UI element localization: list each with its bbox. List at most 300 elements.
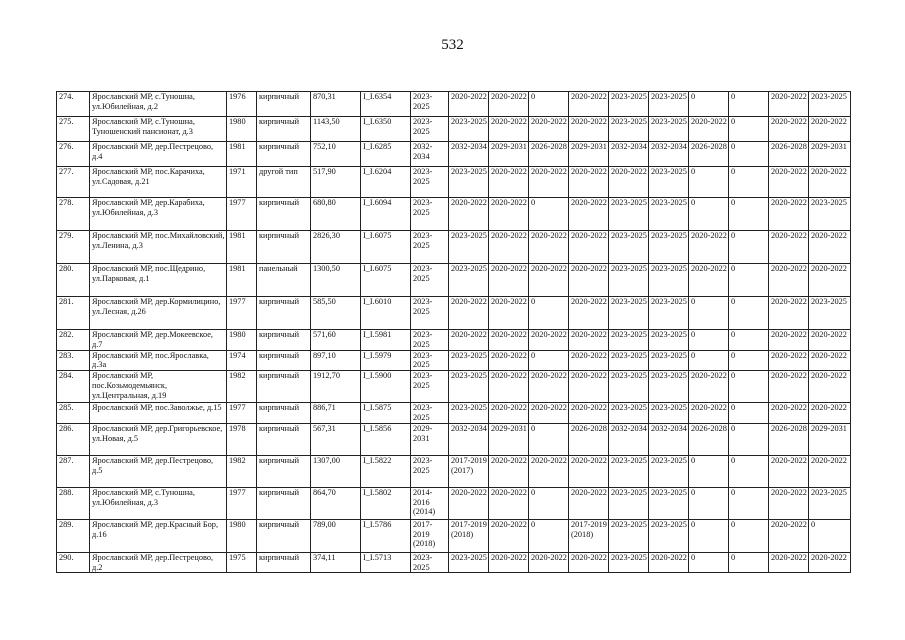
cell-period-sewer: 2020-2022 <box>769 264 809 297</box>
cell-period-other: 2029-2031 <box>809 423 851 455</box>
cell-period-water-cold: 2023-2025 <box>609 264 649 297</box>
cell-period-water-cold: 2023-2025 <box>609 231 649 264</box>
cell-build-year: 1974 <box>227 350 257 371</box>
cell-period-water-cold: 2023-2025 <box>609 455 649 487</box>
cell-period-elevator: 2020-2022 <box>529 403 569 424</box>
cell-period-water-hot: 2020-2022 <box>649 552 689 573</box>
cell-series-code: I_I.5856 <box>361 423 411 455</box>
cell-row-number: 287. <box>57 455 90 487</box>
cell-period-roof: 2023-2025 <box>411 371 449 403</box>
cell-series-code: I_I.5802 <box>361 487 411 519</box>
cell-address: Ярославский МР, с.Туношна, Туношенский пансионат, д.3 <box>90 117 227 142</box>
cell-period-electric: 0 <box>729 198 769 231</box>
cell-build-year: 1976 <box>227 92 257 117</box>
cell-series-code: I_I.5979 <box>361 350 411 371</box>
cell-period-other: 2020-2022 <box>809 330 851 351</box>
cell-period-other: 2023-2025 <box>809 92 851 117</box>
cell-period-other: 2020-2022 <box>809 117 851 142</box>
cell-period-water-cold: 2023-2025 <box>609 552 649 573</box>
cell-period-heating: 2020-2022 <box>569 117 609 142</box>
cell-wall-material: кирпичный <box>257 423 311 455</box>
cell-period-heating: 2026-2028 <box>569 423 609 455</box>
cell-wall-material: кирпичный <box>257 330 311 351</box>
page-number: 532 <box>441 37 464 53</box>
cell-period-gas: 0 <box>689 330 729 351</box>
cell-period-electric: 0 <box>729 167 769 198</box>
cell-series-code: I_I.5786 <box>361 519 411 552</box>
cell-period-roof: 2023-2025 <box>411 117 449 142</box>
cell-period-heating: 2020-2022 <box>569 487 609 519</box>
cell-period-facade: 2023-2025 <box>449 350 489 371</box>
cell-period-electric: 0 <box>729 423 769 455</box>
cell-build-year: 1981 <box>227 142 257 167</box>
housing-registry-table <box>56 91 851 573</box>
cell-period-gas: 0 <box>689 350 729 371</box>
cell-total-area: 870,31 <box>311 92 361 117</box>
cell-period-water-hot: 2023-2025 <box>649 371 689 403</box>
cell-period-other: 2020-2022 <box>809 455 851 487</box>
cell-period-other: 2020-2022 <box>809 167 851 198</box>
cell-series-code: I_I.6094 <box>361 198 411 231</box>
cell-period-elevator: 0 <box>529 519 569 552</box>
cell-period-electric: 0 <box>729 519 769 552</box>
cell-period-facade: 2023-2025 <box>449 403 489 424</box>
cell-period-facade: 2032-2034 <box>449 142 489 167</box>
cell-period-heating: 2020-2022 <box>569 330 609 351</box>
cell-period-water-hot: 2023-2025 <box>649 350 689 371</box>
cell-period-sewer: 2020-2022 <box>769 231 809 264</box>
cell-period-foundation: 2020-2022 <box>489 297 529 330</box>
cell-address: Ярославский МР, дер.Кормилицино, ул.Лесная, д.26 <box>90 297 227 330</box>
cell-period-elevator: 2026-2028 <box>529 142 569 167</box>
cell-period-electric: 0 <box>729 330 769 351</box>
cell-period-foundation: 2020-2022 <box>489 231 529 264</box>
table-row <box>57 487 851 519</box>
cell-total-area: 1143,50 <box>311 117 361 142</box>
cell-period-water-cold: 2023-2025 <box>609 371 649 403</box>
table-row <box>57 455 851 487</box>
cell-period-other: 2023-2025 <box>809 198 851 231</box>
cell-period-other: 2023-2025 <box>809 297 851 330</box>
cell-period-water-hot: 2023-2025 <box>649 117 689 142</box>
table-row <box>57 423 851 455</box>
cell-address: Ярославский МР, дер.Пестрецово, д.2 <box>90 552 227 573</box>
cell-period-sewer: 2026-2028 <box>769 423 809 455</box>
cell-series-code: I_I.5900 <box>361 371 411 403</box>
cell-row-number: 277. <box>57 167 90 198</box>
cell-period-heating: 2020-2022 <box>569 198 609 231</box>
cell-wall-material: кирпичный <box>257 231 311 264</box>
cell-period-sewer: 2020-2022 <box>769 167 809 198</box>
cell-period-gas: 0 <box>689 487 729 519</box>
cell-period-electric: 0 <box>729 403 769 424</box>
cell-period-water-hot: 2032-2034 <box>649 142 689 167</box>
cell-total-area: 2826,30 <box>311 231 361 264</box>
cell-period-water-hot: 2023-2025 <box>649 297 689 330</box>
cell-address: Ярославский МР, дер.Григорьевское, ул.Новая, д.5 <box>90 423 227 455</box>
table-row <box>57 403 851 424</box>
cell-total-area: 886,71 <box>311 403 361 424</box>
cell-period-elevator: 0 <box>529 297 569 330</box>
cell-period-facade: 2020-2022 <box>449 487 489 519</box>
cell-period-roof: 2023-2025 <box>411 167 449 198</box>
registry-body <box>57 92 851 573</box>
cell-wall-material: кирпичный <box>257 487 311 519</box>
cell-build-year: 1977 <box>227 487 257 519</box>
cell-total-area: 571,60 <box>311 330 361 351</box>
cell-series-code: I_I.6075 <box>361 231 411 264</box>
cell-period-sewer: 2020-2022 <box>769 92 809 117</box>
cell-total-area: 789,00 <box>311 519 361 552</box>
cell-period-sewer: 2020-2022 <box>769 487 809 519</box>
cell-series-code: I_I.6075 <box>361 264 411 297</box>
cell-period-water-hot: 2023-2025 <box>649 519 689 552</box>
cell-period-elevator: 0 <box>529 350 569 371</box>
cell-period-roof: 2023-2025 <box>411 350 449 371</box>
cell-period-water-hot: 2023-2025 <box>649 455 689 487</box>
table-row <box>57 371 851 403</box>
cell-period-other: 2020-2022 <box>809 264 851 297</box>
cell-period-sewer: 2020-2022 <box>769 117 809 142</box>
cell-period-water-hot: 2023-2025 <box>649 487 689 519</box>
cell-address: Ярославский МР, дер.Пестрецово, д.5 <box>90 455 227 487</box>
cell-total-area: 897,10 <box>311 350 361 371</box>
cell-period-sewer: 2020-2022 <box>769 455 809 487</box>
cell-period-gas: 2020-2022 <box>689 117 729 142</box>
cell-series-code: I_I.5822 <box>361 455 411 487</box>
cell-period-other: 2023-2025 <box>809 487 851 519</box>
table-row <box>57 552 851 573</box>
cell-period-water-hot: 2023-2025 <box>649 330 689 351</box>
cell-period-water-cold: 2023-2025 <box>609 487 649 519</box>
cell-period-facade: 2020-2022 <box>449 297 489 330</box>
cell-period-other: 2020-2022 <box>809 371 851 403</box>
cell-period-elevator: 0 <box>529 198 569 231</box>
cell-period-facade: 2020-2022 <box>449 330 489 351</box>
cell-total-area: 585,50 <box>311 297 361 330</box>
cell-period-roof: 2029-2031 <box>411 423 449 455</box>
cell-period-heating: 2017-2019 (2018) <box>569 519 609 552</box>
table-row <box>57 330 851 351</box>
cell-period-elevator: 2020-2022 <box>529 231 569 264</box>
cell-address: Ярославский МР, дер.Карабиха, ул.Юбилейная, д.3 <box>90 198 227 231</box>
cell-period-heating: 2029-2031 <box>569 142 609 167</box>
cell-period-electric: 0 <box>729 487 769 519</box>
cell-period-gas: 0 <box>689 552 729 573</box>
cell-address: Ярославский МР, пос.Михайловский, ул.Ленина, д.3 <box>90 231 227 264</box>
cell-period-gas: 0 <box>689 92 729 117</box>
cell-period-roof: 2023-2025 <box>411 455 449 487</box>
table-row <box>57 264 851 297</box>
cell-period-gas: 0 <box>689 297 729 330</box>
cell-wall-material: кирпичный <box>257 552 311 573</box>
cell-period-water-hot: 2023-2025 <box>649 264 689 297</box>
cell-total-area: 864,70 <box>311 487 361 519</box>
cell-period-other: 2020-2022 <box>809 231 851 264</box>
cell-row-number: 282. <box>57 330 90 351</box>
cell-wall-material: кирпичный <box>257 455 311 487</box>
cell-build-year: 1977 <box>227 403 257 424</box>
cell-period-foundation: 2020-2022 <box>489 371 529 403</box>
cell-address: Ярославский МР, дер.Мокеевское, д.7 <box>90 330 227 351</box>
cell-period-gas: 2020-2022 <box>689 231 729 264</box>
cell-total-area: 567,31 <box>311 423 361 455</box>
cell-period-roof: 2023-2025 <box>411 297 449 330</box>
cell-period-water-hot: 2023-2025 <box>649 198 689 231</box>
table-row <box>57 297 851 330</box>
cell-period-water-cold: 2032-2034 <box>609 423 649 455</box>
cell-period-electric: 0 <box>729 297 769 330</box>
cell-address: Ярославский МР, дер.Красный Бор, д.16 <box>90 519 227 552</box>
cell-period-roof: 2017-2019 (2018) <box>411 519 449 552</box>
cell-period-facade: 2017-2019 (2018) <box>449 519 489 552</box>
cell-period-electric: 0 <box>729 264 769 297</box>
cell-period-elevator: 2020-2022 <box>529 117 569 142</box>
cell-period-sewer: 2020-2022 <box>769 297 809 330</box>
cell-period-water-hot: 2023-2025 <box>649 231 689 264</box>
cell-total-area: 752,10 <box>311 142 361 167</box>
table-row <box>57 92 851 117</box>
cell-period-facade: 2023-2025 <box>449 167 489 198</box>
cell-period-water-hot: 2023-2025 <box>649 167 689 198</box>
cell-period-facade: 2020-2022 <box>449 92 489 117</box>
cell-series-code: I_I.6285 <box>361 142 411 167</box>
cell-period-sewer: 2020-2022 <box>769 519 809 552</box>
table-row <box>57 142 851 167</box>
cell-row-number: 289. <box>57 519 90 552</box>
cell-period-water-cold: 2023-2025 <box>609 350 649 371</box>
cell-period-other: 2020-2022 <box>809 552 851 573</box>
cell-period-water-hot: 2023-2025 <box>649 403 689 424</box>
cell-period-roof: 2023-2025 <box>411 92 449 117</box>
cell-build-year: 1982 <box>227 371 257 403</box>
cell-period-gas: 2026-2028 <box>689 423 729 455</box>
cell-build-year: 1977 <box>227 198 257 231</box>
cell-period-water-cold: 2023-2025 <box>609 297 649 330</box>
cell-period-foundation: 2029-2031 <box>489 142 529 167</box>
cell-wall-material: кирпичный <box>257 142 311 167</box>
cell-row-number: 280. <box>57 264 90 297</box>
cell-wall-material: кирпичный <box>257 403 311 424</box>
cell-period-water-cold: 2023-2025 <box>609 117 649 142</box>
cell-address: Ярославский МР, пос.Козьмодемьянск, ул.Центральная, д.19 <box>90 371 227 403</box>
cell-period-sewer: 2020-2022 <box>769 552 809 573</box>
cell-period-foundation: 2020-2022 <box>489 330 529 351</box>
cell-period-sewer: 2020-2022 <box>769 330 809 351</box>
cell-period-facade: 2020-2022 <box>449 198 489 231</box>
cell-row-number: 290. <box>57 552 90 573</box>
cell-period-other: 2020-2022 <box>809 350 851 371</box>
cell-period-gas: 2020-2022 <box>689 371 729 403</box>
cell-total-area: 1307,00 <box>311 455 361 487</box>
cell-row-number: 286. <box>57 423 90 455</box>
cell-period-gas: 0 <box>689 167 729 198</box>
cell-period-heating: 2020-2022 <box>569 264 609 297</box>
cell-row-number: 275. <box>57 117 90 142</box>
cell-period-electric: 0 <box>729 371 769 403</box>
cell-period-sewer: 2020-2022 <box>769 403 809 424</box>
cell-period-water-cold: 2032-2034 <box>609 142 649 167</box>
cell-period-foundation: 2020-2022 <box>489 519 529 552</box>
cell-wall-material: кирпичный <box>257 198 311 231</box>
cell-period-heating: 2020-2022 <box>569 297 609 330</box>
table-row <box>57 519 851 552</box>
cell-period-elevator: 0 <box>529 423 569 455</box>
cell-total-area: 517,90 <box>311 167 361 198</box>
cell-period-roof: 2023-2025 <box>411 231 449 264</box>
cell-row-number: 276. <box>57 142 90 167</box>
cell-period-elevator: 0 <box>529 487 569 519</box>
cell-period-sewer: 2026-2028 <box>769 142 809 167</box>
cell-build-year: 1971 <box>227 167 257 198</box>
cell-wall-material: кирпичный <box>257 350 311 371</box>
cell-wall-material: кирпичный <box>257 371 311 403</box>
cell-period-heating: 2020-2022 <box>569 552 609 573</box>
cell-period-water-cold: 2023-2025 <box>609 198 649 231</box>
cell-row-number: 283. <box>57 350 90 371</box>
cell-period-elevator: 2020-2022 <box>529 455 569 487</box>
cell-period-heating: 2020-2022 <box>569 92 609 117</box>
cell-wall-material: кирпичный <box>257 92 311 117</box>
cell-wall-material: кирпичный <box>257 519 311 552</box>
cell-period-heating: 2020-2022 <box>569 167 609 198</box>
cell-period-facade: 2023-2025 <box>449 264 489 297</box>
cell-period-water-cold: 2023-2025 <box>609 519 649 552</box>
cell-period-elevator: 2020-2022 <box>529 371 569 403</box>
cell-build-year: 1980 <box>227 330 257 351</box>
cell-period-electric: 0 <box>729 92 769 117</box>
cell-period-sewer: 2020-2022 <box>769 371 809 403</box>
cell-period-heating: 2020-2022 <box>569 455 609 487</box>
table-row <box>57 350 851 371</box>
cell-build-year: 1980 <box>227 519 257 552</box>
cell-period-foundation: 2020-2022 <box>489 264 529 297</box>
cell-build-year: 1981 <box>227 231 257 264</box>
cell-period-other: 0 <box>809 519 851 552</box>
cell-row-number: 285. <box>57 403 90 424</box>
cell-period-electric: 0 <box>729 231 769 264</box>
cell-address: Ярославский МР, дер.Пестрецово, д.4 <box>90 142 227 167</box>
cell-series-code: I_I.6354 <box>361 92 411 117</box>
cell-period-elevator: 0 <box>529 92 569 117</box>
cell-wall-material: кирпичный <box>257 297 311 330</box>
cell-total-area: 374,11 <box>311 552 361 573</box>
cell-row-number: 281. <box>57 297 90 330</box>
cell-period-facade: 2023-2025 <box>449 231 489 264</box>
cell-row-number: 278. <box>57 198 90 231</box>
table-row <box>57 117 851 142</box>
cell-period-gas: 0 <box>689 455 729 487</box>
cell-period-elevator: 2020-2022 <box>529 167 569 198</box>
cell-build-year: 1975 <box>227 552 257 573</box>
cell-series-code: I_I.6204 <box>361 167 411 198</box>
cell-period-roof: 2023-2025 <box>411 330 449 351</box>
cell-period-facade: 2017-2019 (2017) <box>449 455 489 487</box>
cell-wall-material: другой тип <box>257 167 311 198</box>
cell-period-gas: 0 <box>689 198 729 231</box>
cell-total-area: 1912,70 <box>311 371 361 403</box>
cell-wall-material: кирпичный <box>257 117 311 142</box>
cell-period-elevator: 2020-2022 <box>529 552 569 573</box>
cell-period-heating: 2020-2022 <box>569 371 609 403</box>
cell-period-roof: 2023-2025 <box>411 403 449 424</box>
cell-wall-material: панельный <box>257 264 311 297</box>
cell-row-number: 284. <box>57 371 90 403</box>
cell-address: Ярославский МР, пос.Карачиха, ул.Садовая, д.21 <box>90 167 227 198</box>
cell-period-electric: 0 <box>729 455 769 487</box>
cell-period-gas: 2020-2022 <box>689 403 729 424</box>
cell-period-heating: 2020-2022 <box>569 231 609 264</box>
cell-address: Ярославский МР, пос.Щедрино, ул.Парковая, д.1 <box>90 264 227 297</box>
table-row <box>57 198 851 231</box>
cell-period-roof: 2023-2025 <box>411 552 449 573</box>
cell-total-area: 1300,50 <box>311 264 361 297</box>
cell-period-facade: 2023-2025 <box>449 117 489 142</box>
cell-period-water-cold: 2020-2022 <box>609 167 649 198</box>
cell-period-gas: 2026-2028 <box>689 142 729 167</box>
cell-period-water-hot: 2023-2025 <box>649 92 689 117</box>
cell-period-roof: 2014-2016 (2014) <box>411 487 449 519</box>
cell-series-code: I_I.5713 <box>361 552 411 573</box>
cell-series-code: I_I.5875 <box>361 403 411 424</box>
cell-series-code: I_I.6350 <box>361 117 411 142</box>
cell-address: Ярославский МР, с.Туношна, ул.Юбилейная, д.3 <box>90 487 227 519</box>
cell-build-year: 1982 <box>227 455 257 487</box>
cell-row-number: 288. <box>57 487 90 519</box>
cell-period-sewer: 2020-2022 <box>769 198 809 231</box>
cell-build-year: 1977 <box>227 297 257 330</box>
cell-period-other: 2020-2022 <box>809 403 851 424</box>
cell-period-facade: 2023-2025 <box>449 552 489 573</box>
cell-period-foundation: 2020-2022 <box>489 403 529 424</box>
cell-period-elevator: 2020-2022 <box>529 264 569 297</box>
cell-row-number: 279. <box>57 231 90 264</box>
cell-address: Ярославский МР, пос.Ярославка, д.3а <box>90 350 227 371</box>
cell-period-foundation: 2020-2022 <box>489 92 529 117</box>
table-row <box>57 167 851 198</box>
cell-period-facade: 2032-2034 <box>449 423 489 455</box>
cell-build-year: 1981 <box>227 264 257 297</box>
cell-period-other: 2029-2031 <box>809 142 851 167</box>
cell-address: Ярославский МР, пос.Заволжье, д.15 <box>90 403 227 424</box>
cell-period-facade: 2023-2025 <box>449 371 489 403</box>
cell-period-water-cold: 2023-2025 <box>609 92 649 117</box>
cell-period-electric: 0 <box>729 142 769 167</box>
cell-period-gas: 2020-2022 <box>689 264 729 297</box>
cell-period-gas: 0 <box>689 519 729 552</box>
cell-series-code: I_I.5981 <box>361 330 411 351</box>
cell-period-foundation: 2020-2022 <box>489 487 529 519</box>
cell-build-year: 1978 <box>227 423 257 455</box>
cell-period-water-cold: 2023-2025 <box>609 403 649 424</box>
cell-period-electric: 0 <box>729 117 769 142</box>
cell-period-foundation: 2020-2022 <box>489 198 529 231</box>
cell-period-water-hot: 2032-2034 <box>649 423 689 455</box>
cell-address: Ярославский МР, с.Туношна, ул.Юбилейная, д.2 <box>90 92 227 117</box>
cell-period-elevator: 2020-2022 <box>529 330 569 351</box>
cell-build-year: 1980 <box>227 117 257 142</box>
cell-period-foundation: 2020-2022 <box>489 455 529 487</box>
cell-period-roof: 2023-2025 <box>411 198 449 231</box>
cell-period-electric: 0 <box>729 350 769 371</box>
cell-period-foundation: 2020-2022 <box>489 552 529 573</box>
cell-row-number: 274. <box>57 92 90 117</box>
cell-period-sewer: 2020-2022 <box>769 350 809 371</box>
cell-period-roof: 2023-2025 <box>411 264 449 297</box>
cell-period-foundation: 2029-2031 <box>489 423 529 455</box>
cell-period-roof: 2032-2034 <box>411 142 449 167</box>
cell-period-heating: 2020-2022 <box>569 403 609 424</box>
